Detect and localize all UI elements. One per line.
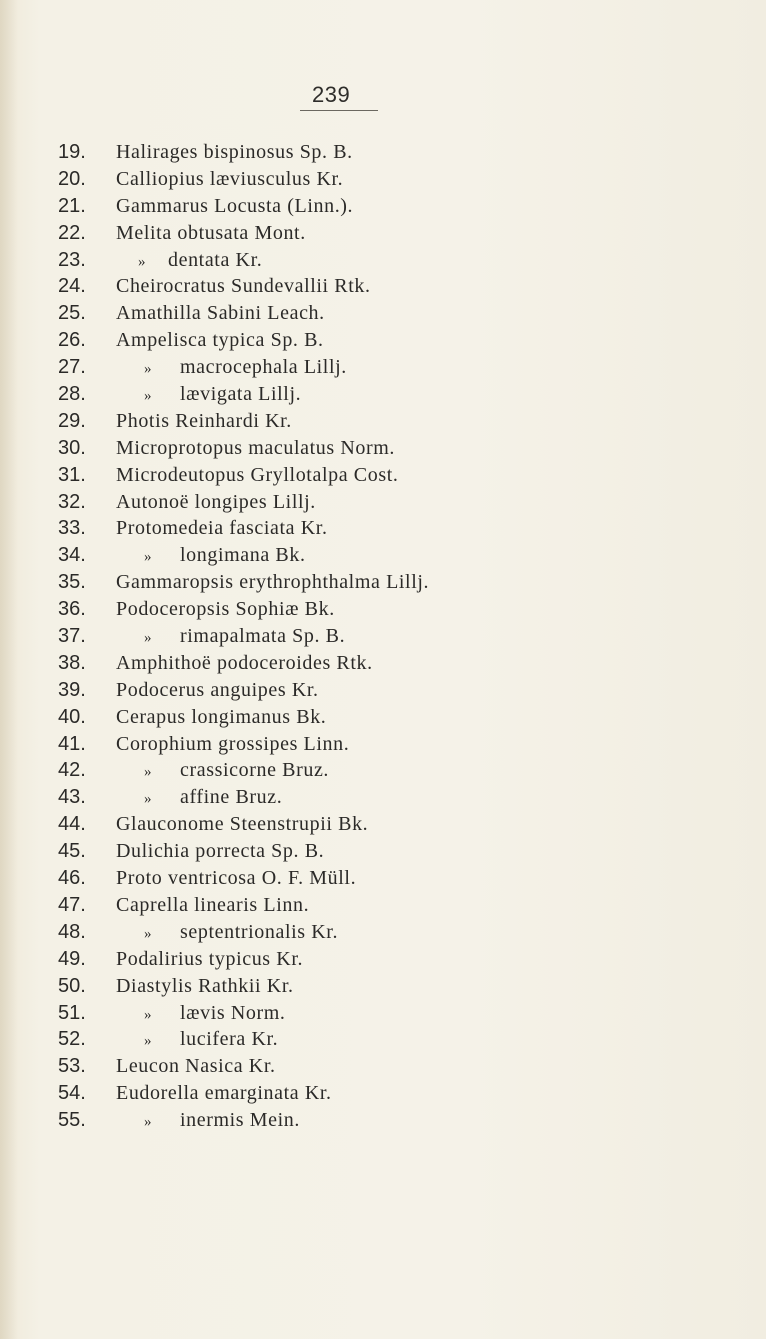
- list-item: [58, 1026, 748, 1053]
- species-name-ditto: » inermis Mein.: [116, 1107, 300, 1136]
- entry-number: 52.: [58, 1028, 86, 1051]
- list-item: [58, 623, 748, 650]
- entry-number: 37.: [58, 625, 86, 648]
- entry-number: 28.: [58, 383, 86, 406]
- species-name-ditto: » crassicorne Bruz.: [116, 757, 329, 786]
- list-item: [58, 273, 748, 300]
- list-item: [58, 408, 748, 435]
- list-item: [58, 811, 748, 838]
- entry-number: 54.: [58, 1082, 86, 1105]
- species-name: Cerapus longimanus Bk.: [116, 705, 327, 728]
- entry-number: 49.: [58, 947, 86, 970]
- species-name: Podoceropsis Sophiæ Bk.: [116, 598, 335, 621]
- entry-number: 23.: [58, 248, 86, 271]
- list-item: [58, 865, 748, 892]
- list-item: [58, 354, 748, 381]
- entry-number: 20.: [58, 167, 86, 190]
- entry-number: 42.: [58, 759, 86, 782]
- species-name: Amathilla Sabini Leach.: [116, 302, 325, 325]
- entry-number: 45.: [58, 840, 86, 863]
- species-name: Podocerus anguipes Kr.: [116, 678, 319, 701]
- list-item: [58, 489, 748, 516]
- list-item: [58, 946, 748, 973]
- entry-number: 26.: [58, 329, 86, 352]
- species-name-ditto: » affine Bruz.: [116, 784, 282, 813]
- species-name-ditto: » lævigata Lillj.: [116, 381, 301, 410]
- list-item: [58, 515, 748, 542]
- species-name-ditto: » rimapalmata Sp. B.: [116, 623, 345, 652]
- list-item: [58, 1107, 748, 1134]
- species-name: Caprella linearis Linn.: [116, 893, 310, 916]
- species-name: Corophium grossipes Linn.: [116, 732, 350, 755]
- species-name-ditto: » lucifera Kr.: [116, 1026, 278, 1055]
- entry-number: 44.: [58, 813, 86, 836]
- species-name: Microprotopus maculatus Norm.: [116, 436, 396, 459]
- entry-number: 38.: [58, 651, 86, 674]
- entry-number: 21.: [58, 194, 86, 217]
- entry-number: 29.: [58, 409, 86, 432]
- entry-number: 30.: [58, 436, 86, 459]
- entry-number: 40.: [58, 705, 86, 728]
- page-number: 239: [312, 82, 351, 107]
- list-item: [58, 381, 748, 408]
- entry-number: 50.: [58, 974, 86, 997]
- entry-number: 39.: [58, 678, 86, 701]
- list-item: [58, 193, 748, 220]
- list-item: [58, 1053, 748, 1080]
- species-name: Cheirocratus Sundevallii Rtk.: [116, 275, 371, 298]
- entry-number: 27.: [58, 356, 86, 379]
- entry-number: 32.: [58, 490, 86, 513]
- list-item: [58, 892, 748, 919]
- list-item: [58, 704, 748, 731]
- list-item: [58, 784, 748, 811]
- species-name: Podalirius typicus Kr.: [116, 947, 304, 970]
- entry-number: 34.: [58, 544, 86, 567]
- list-item: [58, 1000, 748, 1027]
- species-name: Diastylis Rathkii Kr.: [116, 974, 294, 997]
- species-name: Gammaropsis erythrophthalma Lillj.: [116, 571, 430, 594]
- entry-number: 36.: [58, 598, 86, 621]
- list-item: [58, 220, 748, 247]
- entry-number: 22.: [58, 221, 86, 244]
- list-item: [58, 973, 748, 1000]
- list-item: [58, 757, 748, 784]
- species-name: Leucon Nasica Kr.: [116, 1055, 276, 1078]
- species-name: Protomedeia fasciata Kr.: [116, 517, 328, 540]
- entry-number: 46.: [58, 867, 86, 890]
- entry-number: 51.: [58, 1001, 86, 1024]
- entry-number: 41.: [58, 732, 86, 755]
- entry-number: 24.: [58, 275, 86, 298]
- list-item: [58, 166, 748, 193]
- list-item: [58, 838, 748, 865]
- list-item: [58, 1080, 748, 1107]
- species-name: Melita obtusata Mont.: [116, 221, 306, 244]
- page-number-underline: [300, 110, 378, 111]
- entry-number: 25.: [58, 302, 86, 325]
- list-item: [58, 677, 748, 704]
- species-name-ditto: » septentrionalis Kr.: [116, 919, 338, 948]
- page-gutter-shadow: [0, 0, 18, 1339]
- species-name-ditto: » macrocephala Lillj.: [116, 354, 347, 383]
- species-name: Ampelisca typica Sp. B.: [116, 329, 324, 352]
- entry-number: 19.: [58, 141, 86, 163]
- species-name-ditto: » dentata Kr.: [116, 247, 262, 276]
- species-name: Eudorella emarginata Kr.: [116, 1082, 332, 1105]
- species-name-ditto: » lævis Norm.: [116, 1000, 286, 1029]
- entry-number: 53.: [58, 1055, 86, 1078]
- entry-number: 33.: [58, 517, 86, 540]
- list-item: [58, 247, 748, 274]
- species-name: Dulichia porrecta Sp. B.: [116, 840, 325, 863]
- list-item: [58, 650, 748, 677]
- list-item: [58, 919, 748, 946]
- entry-number: 43.: [58, 786, 86, 809]
- species-list: [58, 139, 748, 1134]
- list-item: [58, 139, 748, 166]
- entry-number: 35.: [58, 571, 86, 594]
- species-name: Amphithoë podoceroides Rtk.: [116, 651, 373, 674]
- species-name-ditto: » longimana Bk.: [116, 542, 306, 571]
- list-item: [58, 462, 748, 489]
- species-name: Calliopius læviusculus Kr.: [116, 167, 344, 190]
- list-item: [58, 327, 748, 354]
- list-item: [58, 300, 748, 327]
- species-name: Halirages bispinosus Sp. B.: [116, 141, 353, 163]
- list-item: [58, 569, 748, 596]
- species-name: Autonoë longipes Lillj.: [116, 490, 316, 513]
- entry-number: 47.: [58, 893, 86, 916]
- species-name: Proto ventricosa O. F. Müll.: [116, 867, 357, 890]
- species-name: Photis Reinhardi Kr.: [116, 409, 292, 432]
- entry-number: 48.: [58, 920, 86, 943]
- entry-number: 55.: [58, 1109, 86, 1132]
- list-item: [58, 435, 748, 462]
- species-name: Gammarus Locusta (Linn.).: [116, 194, 354, 217]
- list-item: [58, 542, 748, 569]
- list-item: [58, 596, 748, 623]
- species-name: Microdeutopus Gryllotalpa Cost.: [116, 463, 399, 486]
- species-name: Glauconome Steenstrupii Bk.: [116, 813, 369, 836]
- list-item: [58, 731, 748, 758]
- entry-number: 31.: [58, 463, 86, 486]
